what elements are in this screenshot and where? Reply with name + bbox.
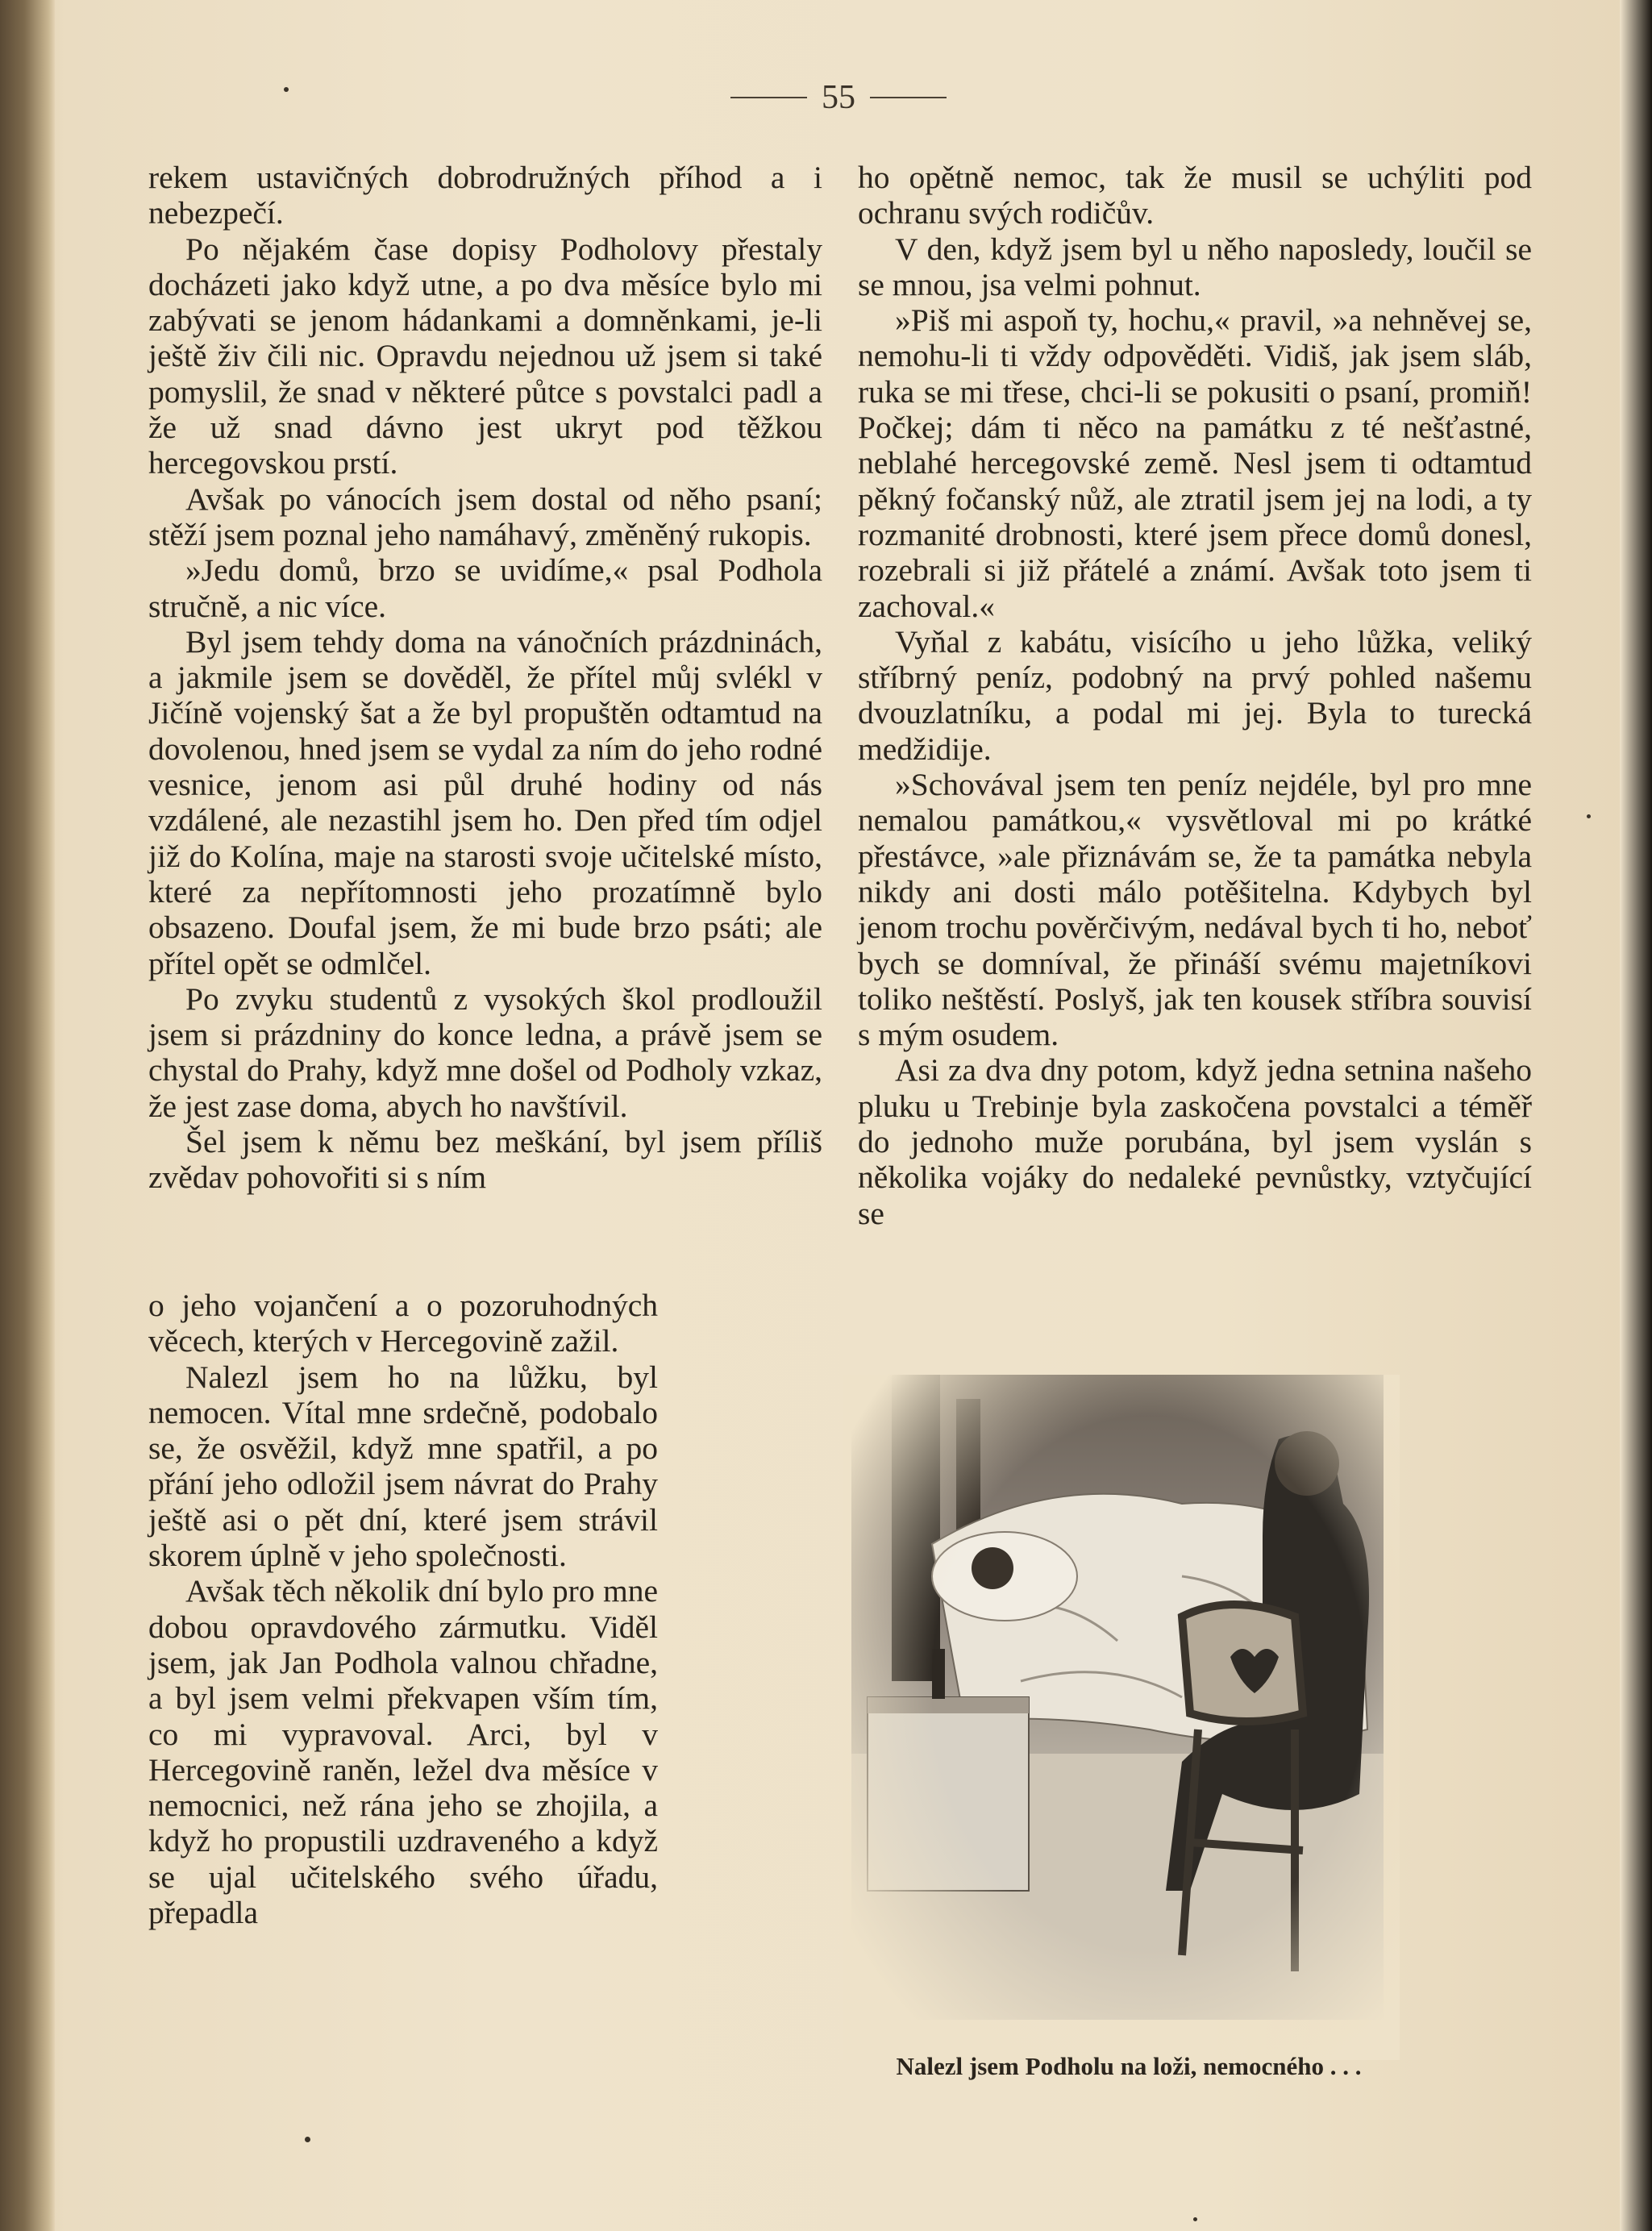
page-number: 55 (822, 79, 855, 116)
print-speck (1587, 814, 1591, 818)
illustration-sick-man-in-bed (843, 1375, 1400, 2060)
paragraph: o jeho vojančení a o pozoruhodných věcech, kterých v Hercegovině zažil. (148, 1288, 658, 1359)
paragraph: »Jedu domů, brzo se uvidíme,« psal Podhola stručně, a nic více. (148, 552, 822, 624)
header-rule-left (730, 97, 807, 98)
paragraph: Šel jsem k němu bez meškání, byl jsem příliš zvědav pohovořiti si s ním (148, 1124, 822, 1196)
vignette (843, 1375, 1400, 2060)
paragraph: »Schovával jsem ten peníz nejdéle, byl pro mne nemalou památkou,« vysvětloval mi po krátké přestávce, »ale přiznávám se, že ta památka nebyla nikdy ani dosti málo potěšitelna. Kdybych byl jenom trochu pověrčivým, nedával bych ti ho, neboť bych se domníval, že přináší svému majetníkovi toliko neštěstí. Poslyš, jak ten kousek stříbra souvisí s mým osudem. (858, 767, 1532, 1053)
paragraph: Po zvyku studentů z vysokých škol prodloužil jsem si prázdniny do konce ledna, a právě jsem se chystal do Prahy, když mne došel od Podholy vzkaz, že jest zase doma, abych ho navštívil. (148, 980, 822, 1124)
paragraph: Vyňal z kabátu, visícího u jeho lůžka, veliký stříbrný peníz, podobný na prvý pohled našemu dvouzlatníku, a podal mi jej. Byla to turecká medžidije. (858, 623, 1532, 767)
paragraph: Asi za dva dny potom, když jedna setnina našeho pluku u Trebinje byla zaskočena povstalci a téměř do jednoho muže porubána, byl jsem vyslán s několika vojáky do nedaleké pevnůstky, vztyčující se (858, 1052, 1532, 1231)
right-column (858, 160, 1532, 1231)
header-rule-right (870, 97, 947, 98)
paragraph: Avšak po vánocích jsem dostal od něho psaní; stěží jsem poznal jeho namáhavý, změněný rukopis. (148, 481, 822, 552)
paragraph: Byl jsem tehdy doma na vánočních prázdninách, a jakmile jsem se dověděl, že přítel můj svlékl v Jičíně vojenský šat a že byl propuštěn odtamtud na dovolenou, hned jsem se vydal za ním do jeho rodné vesnice, jenom asi půl druhé hodiny od nás vzdálené, ale nezastihl jsem ho. Den před tím odjel již do Kolína, maje na starosti svoje učitelské místo, které za nepřítomnosti jeho prozatímně bylo obsazeno. Doufal jsem, že mi bude brzo psáti; ale přítel opět se odmlčel. (148, 623, 822, 981)
paragraph: Nalezl jsem ho na lůžku, byl nemocen. Vítal mne srdečně, podobalo se, že osvěžil, když mne spatřil, a po přání jeho odložil jsem návrat do Prahy ještě asi o pět dní, které jsem strávil skorem úplně v jeho společnosti. (148, 1359, 658, 1574)
paragraph: Po nějakém čase dopisy Podholovy přestaly docházeti jako když utne, a po dva měsíce bylo mi zabývati se jenom hádankami a domněnkami, je-li ještě živ čili nic. Opravdu nejednou už jsem si také pomyslil, že snad v některé půtce s povstalci padl a že už snad dávno jest ukryt pod těžkou hercegovskou prstí. (148, 231, 822, 481)
page-right-edge (1620, 0, 1652, 2231)
paragraph: V den, když jsem byl u něho naposledy, loučil se se mnou, jsa velmi pohnut. (858, 231, 1532, 302)
page-header (726, 77, 951, 118)
print-speck (305, 2137, 310, 2142)
book-binding-edge (0, 0, 55, 2231)
paragraph: rekem ustavičných dobrodružných příhod a i nebezpečí. (148, 160, 822, 231)
paragraph: ho opětně nemoc, tak že musil se uchýliti pod ochranu svých rodičův. (858, 160, 1532, 231)
figure-caption: Nalezl jsem Podholu na loži, nemocného . . . (896, 2052, 1362, 2080)
left-column-narrow (148, 1288, 658, 1930)
paragraph: Avšak těch několik dní bylo pro mne dobou opravdového zármutku. Viděl jsem, jak Jan Podhola valnou chřadne, a byl jsem velmi překvapen vším tím, co mi vypravoval. Arci, byl v Hercegovině raněn, ležel dva měsíce v nemocnici, než rána jeho se zhojila, a když ho propustili uzdraveného a když se ujal učitelského svého úřadu, přepadla (148, 1573, 658, 1931)
print-speck (1193, 2217, 1197, 2221)
print-speck (284, 87, 289, 92)
paragraph: »Piš mi aspoň ty, hochu,« pravil, »a nehněvej se, nemohu-li ti vždy odpověděti. Vidiš, jak jsem sláb, ruka se mi třese, chci-li se pokusiti o psaní, promiň! Počkej; dám ti něco na památku z té nešťastné, neblahé hercegovské země. Nesl jsem ti odtamtud pěkný fočanský nůž, ale ztratil jsem jej na lodi, a ty rozmanité drobnosti, které jsem přece domů donesl, rozebrali si již přátelé a známí. Avšak toto jsem ti zachoval.« (858, 302, 1532, 624)
left-column (148, 160, 822, 1196)
